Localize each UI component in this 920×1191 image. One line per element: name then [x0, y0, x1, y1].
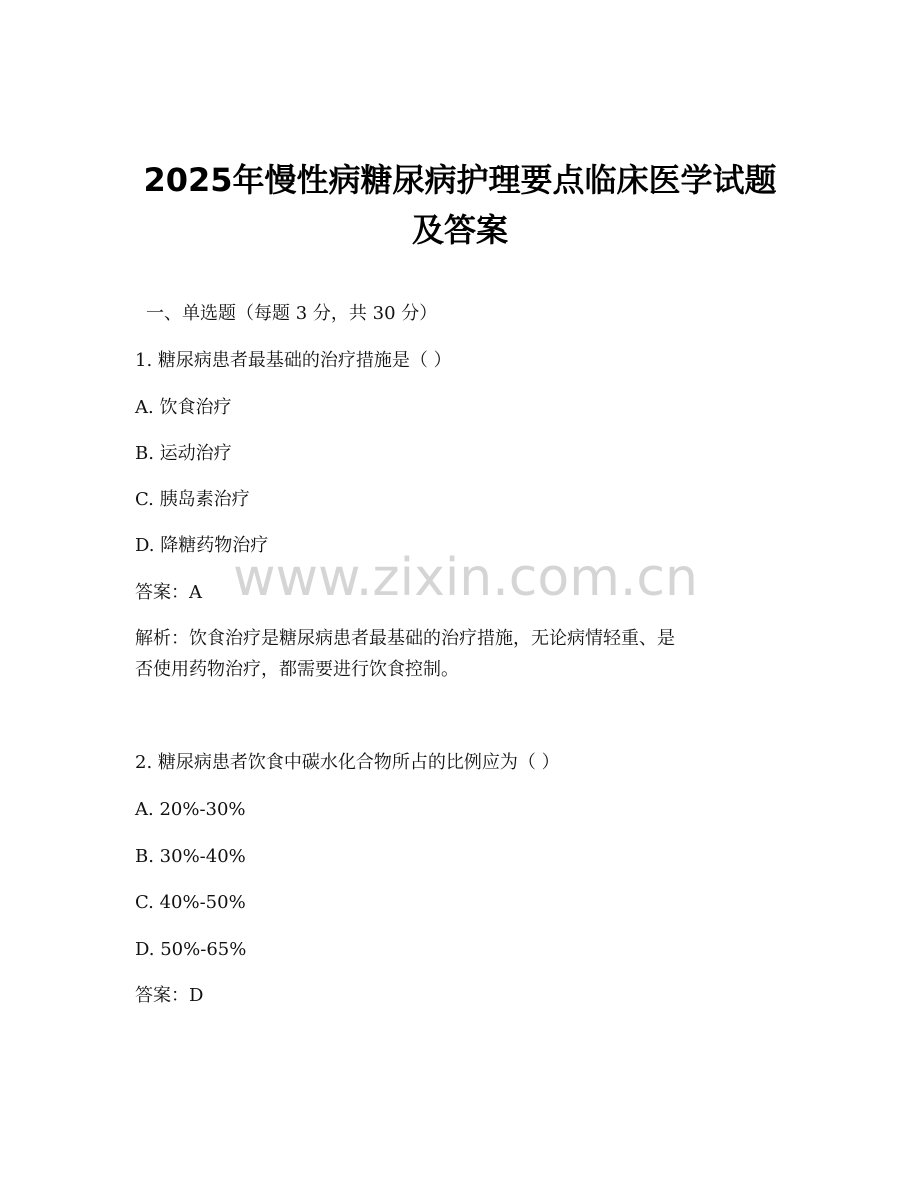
question-2-text: 2. 糖尿病患者饮食中碳水化合物所占的比例应为（ ）	[135, 752, 560, 773]
question-2-answer: 答案：D	[135, 985, 204, 1006]
question-1-answer: 答案：A	[135, 582, 202, 603]
question-1-analysis-line-1: 解析：饮食治疗是糖尿病患者最基础的治疗措施，无论病情轻重、是	[135, 628, 675, 649]
question-1-analysis-line-2: 否使用药物治疗，都需要进行饮食控制。	[135, 659, 459, 680]
section-heading: 一、单选题（每题 3 分，共 30 分）	[146, 303, 438, 324]
question-1-option-b: B. 运动治疗	[135, 443, 232, 464]
question-2-option-a: A. 20%-30%	[135, 799, 246, 820]
question-1-option-a: A. 饮食治疗	[135, 397, 232, 418]
watermark: www.zixin.com.cn	[233, 548, 698, 608]
document-title-line-1: 2025年慢性病糖尿病护理要点临床医学试题	[143, 161, 777, 199]
question-1-option-c: C. 胰岛素治疗	[135, 489, 250, 510]
question-2-option-d: D. 50%-65%	[135, 939, 247, 960]
question-1-text: 1. 糖尿病患者最基础的治疗措施是（ ）	[135, 350, 452, 371]
question-1-option-d: D. 降糖药物治疗	[135, 535, 269, 556]
question-2-option-c: C. 40%-50%	[135, 892, 246, 913]
document-title-line-2: 及答案	[411, 211, 508, 249]
question-2-option-b: B. 30%-40%	[135, 846, 246, 867]
